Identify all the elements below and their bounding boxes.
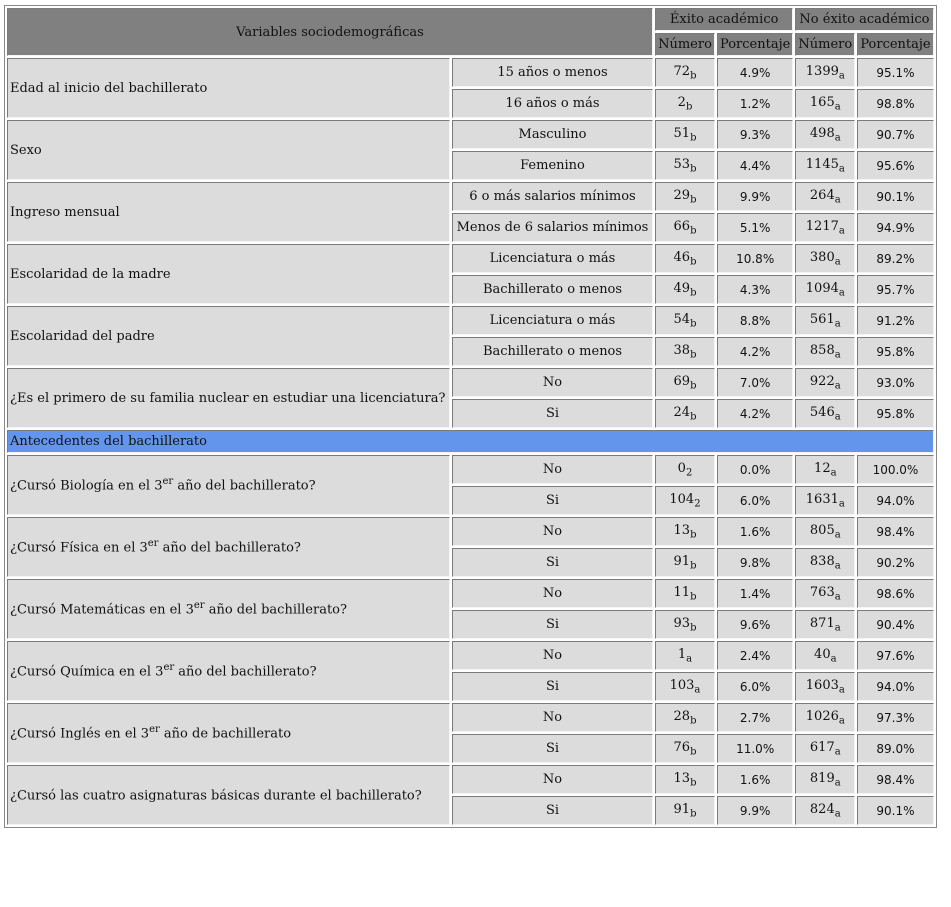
ordinal-suffix: er <box>163 662 175 674</box>
count-value: 13 <box>673 770 691 786</box>
count-cell <box>655 120 715 149</box>
table-row <box>7 120 934 149</box>
count-value: 91 <box>673 801 691 817</box>
table-row <box>7 517 934 546</box>
significance-letter: a <box>834 746 841 758</box>
section-title: Antecedentes del bachillerato <box>7 430 934 453</box>
count-value: 838 <box>809 553 835 569</box>
count-cell <box>655 89 715 118</box>
header-variables: Variables sociodemográficas <box>7 8 653 56</box>
count-cell <box>795 306 855 335</box>
count-cell <box>655 58 715 87</box>
significance-letter: b <box>690 163 697 175</box>
count-value: 49 <box>673 280 691 296</box>
count-value: 93 <box>673 615 691 631</box>
count-cell <box>795 213 855 242</box>
count-value: 24 <box>673 404 691 420</box>
count-cell <box>655 399 715 428</box>
count-cell <box>795 275 855 304</box>
count-value: 561 <box>809 311 835 327</box>
percent-cell: 93.0% <box>857 368 933 397</box>
percent-cell: 89.2% <box>857 244 933 273</box>
count-cell <box>795 672 855 701</box>
count-cell <box>795 151 855 180</box>
significance-letter: a <box>834 560 841 572</box>
count-cell <box>655 796 715 825</box>
category-cell: Si <box>452 734 653 763</box>
header-exito: Éxito académico <box>655 8 793 31</box>
significance-letter: b <box>690 622 697 634</box>
table-row <box>7 368 934 397</box>
count-value: 38 <box>673 342 691 358</box>
significance-letter: a <box>834 411 841 423</box>
count-value: 2 <box>677 94 686 110</box>
count-cell <box>795 610 855 639</box>
count-cell <box>795 486 855 515</box>
percent-cell: 4.2% <box>717 337 793 366</box>
table-row <box>7 765 934 794</box>
category-cell: Menos de 6 salarios mínimos <box>452 213 653 242</box>
table-row <box>7 182 934 211</box>
header-numero-no-exito: Número <box>795 33 855 56</box>
significance-letter: a <box>834 132 841 144</box>
header-numero-exito: Número <box>655 33 715 56</box>
significance-letter: a <box>838 287 845 299</box>
percent-cell: 89.0% <box>857 734 933 763</box>
category-cell: Si <box>452 399 653 428</box>
category-cell: No <box>452 455 653 484</box>
percent-cell: 98.4% <box>857 765 933 794</box>
count-value: 51 <box>673 125 691 141</box>
percent-cell: 98.6% <box>857 579 933 608</box>
count-value: 66 <box>673 218 691 234</box>
percent-cell: 95.6% <box>857 151 933 180</box>
count-cell <box>655 548 715 577</box>
percent-cell: 9.9% <box>717 182 793 211</box>
significance-letter: b <box>690 256 697 268</box>
percent-cell: 4.9% <box>717 58 793 87</box>
significance-letter: 2 <box>694 498 701 510</box>
count-cell <box>795 58 855 87</box>
count-cell <box>655 306 715 335</box>
count-cell <box>655 579 715 608</box>
percent-cell: 0.0% <box>717 455 793 484</box>
percent-cell: 10.8% <box>717 244 793 273</box>
count-cell <box>655 455 715 484</box>
count-value: 72 <box>673 63 691 79</box>
count-cell <box>795 734 855 763</box>
percent-cell: 95.1% <box>857 58 933 87</box>
significance-letter: a <box>834 318 841 330</box>
count-cell <box>655 213 715 242</box>
category-cell: No <box>452 517 653 546</box>
significance-letter: a <box>834 194 841 206</box>
variable-label: Escolaridad del padre <box>7 306 450 366</box>
significance-letter: a <box>838 715 845 727</box>
percent-cell: 94.9% <box>857 213 933 242</box>
percent-cell: 2.4% <box>717 641 793 670</box>
significance-letter: a <box>838 163 845 175</box>
significance-letter: b <box>690 318 697 330</box>
count-value: 1094 <box>805 280 839 296</box>
significance-letter: a <box>838 225 845 237</box>
significance-letter: b <box>690 591 697 603</box>
percent-cell: 9.3% <box>717 120 793 149</box>
header-porcentaje-no-exito: Porcentaje <box>857 33 933 56</box>
count-cell <box>795 548 855 577</box>
percent-cell: 11.0% <box>717 734 793 763</box>
count-cell <box>795 337 855 366</box>
category-cell: Si <box>452 548 653 577</box>
count-cell <box>655 734 715 763</box>
count-value: 858 <box>809 342 835 358</box>
count-value: 546 <box>809 404 835 420</box>
significance-letter: b <box>685 101 693 113</box>
count-cell <box>655 641 715 670</box>
count-value: 819 <box>809 770 835 786</box>
significance-letter: b <box>690 777 697 789</box>
count-value: 805 <box>809 522 835 538</box>
significance-letter: a <box>834 380 841 392</box>
significance-letter: a <box>834 622 841 634</box>
category-cell: Si <box>452 672 653 701</box>
count-cell <box>655 610 715 639</box>
variable-label <box>7 455 450 515</box>
percent-cell: 95.7% <box>857 275 933 304</box>
count-value: 617 <box>809 739 835 755</box>
percent-cell: 1.6% <box>717 765 793 794</box>
significance-letter: b <box>690 132 697 144</box>
count-value: 264 <box>809 187 835 203</box>
significance-letter: a <box>830 653 837 665</box>
percent-cell: 95.8% <box>857 337 933 366</box>
percent-cell: 1.4% <box>717 579 793 608</box>
count-cell <box>795 703 855 732</box>
table-row <box>7 306 934 335</box>
count-cell <box>655 337 715 366</box>
category-cell: Masculino <box>452 120 653 149</box>
significance-letter: b <box>690 715 697 727</box>
category-cell: Femenino <box>452 151 653 180</box>
question-text: ¿Cursó Química en el 3 <box>10 664 164 680</box>
count-cell <box>655 517 715 546</box>
count-value: 11 <box>673 584 691 600</box>
header-no-exito: No éxito académico <box>795 8 933 31</box>
category-cell: 15 años o menos <box>452 58 653 87</box>
percent-cell: 9.8% <box>717 548 793 577</box>
significance-letter: a <box>838 70 845 82</box>
count-value: 13 <box>673 522 691 538</box>
count-value: 871 <box>809 615 835 631</box>
percent-cell: 90.1% <box>857 182 933 211</box>
count-value: 0 <box>677 460 686 476</box>
significance-letter: b <box>690 560 697 572</box>
count-cell <box>655 486 715 515</box>
count-value: 28 <box>673 708 691 724</box>
significance-letter: b <box>690 411 697 423</box>
table-row <box>7 579 934 608</box>
significance-letter: b <box>690 194 697 206</box>
percent-cell: 90.7% <box>857 120 933 149</box>
significance-letter: a <box>834 256 841 268</box>
significance-letter: a <box>686 653 693 665</box>
variable-label <box>7 703 450 763</box>
ordinal-suffix: er <box>162 476 174 488</box>
significance-letter: b <box>690 380 697 392</box>
question-text: ¿Cursó Física en el 3 <box>10 540 148 556</box>
header-row-1 <box>7 8 934 31</box>
percent-cell: 2.7% <box>717 703 793 732</box>
count-value: 1 <box>677 646 687 662</box>
count-cell <box>795 244 855 273</box>
variable-label <box>7 641 450 701</box>
count-value: 1026 <box>805 708 839 724</box>
significance-letter: b <box>690 225 697 237</box>
variable-label: Ingreso mensual <box>7 182 450 242</box>
significance-letter: b <box>690 70 697 82</box>
count-cell <box>795 455 855 484</box>
category-cell: Bachillerato o menos <box>452 337 653 366</box>
ordinal-suffix: er <box>147 538 159 550</box>
variable-label: Sexo <box>7 120 450 180</box>
count-cell <box>655 368 715 397</box>
category-cell: Licenciatura o más <box>452 306 653 335</box>
significance-letter: b <box>690 349 697 361</box>
category-cell: Licenciatura o más <box>452 244 653 273</box>
count-value: 29 <box>673 187 691 203</box>
variable-label <box>7 579 450 639</box>
significance-letter: a <box>834 529 841 541</box>
percent-cell: 100.0% <box>857 455 933 484</box>
variable-label: Edad al inicio del bachillerato <box>7 58 450 118</box>
count-value: 1145 <box>805 156 839 172</box>
significance-letter: b <box>690 808 697 820</box>
percent-cell: 9.9% <box>717 796 793 825</box>
count-value: 103 <box>669 677 695 693</box>
count-cell <box>795 579 855 608</box>
variable-label <box>7 765 450 825</box>
category-cell: No <box>452 703 653 732</box>
category-cell: 16 años o más <box>452 89 653 118</box>
ordinal-suffix: er <box>149 724 160 736</box>
percent-cell: 4.4% <box>717 151 793 180</box>
percent-cell: 94.0% <box>857 486 933 515</box>
count-cell <box>655 765 715 794</box>
category-cell: Si <box>452 486 653 515</box>
count-cell <box>795 368 855 397</box>
significance-letter: a <box>830 467 837 479</box>
count-cell <box>795 517 855 546</box>
variable-label: ¿Es el primero de su familia nuclear en estudiar una licenciatura? <box>7 368 450 428</box>
results-table <box>4 5 937 828</box>
question-text-end: año de bachillerato <box>159 726 292 742</box>
count-cell <box>795 89 855 118</box>
percent-cell: 6.0% <box>717 672 793 701</box>
count-cell <box>795 120 855 149</box>
table-row <box>7 455 934 484</box>
question-text: ¿Cursó Matemáticas en el 3 <box>10 602 194 618</box>
count-value: 763 <box>809 584 835 600</box>
significance-letter: a <box>834 777 841 789</box>
percent-cell: 90.2% <box>857 548 933 577</box>
question-text: ¿Cursó Inglés en el 3 <box>10 726 150 742</box>
count-value: 1399 <box>805 63 839 79</box>
percent-cell: 7.0% <box>717 368 793 397</box>
percent-cell: 5.1% <box>717 213 793 242</box>
category-cell: No <box>452 765 653 794</box>
count-cell <box>655 244 715 273</box>
variable-label: Escolaridad de la madre <box>7 244 450 304</box>
category-cell: No <box>452 641 653 670</box>
significance-letter: a <box>694 684 701 696</box>
count-cell <box>795 399 855 428</box>
count-value: 165 <box>809 94 835 110</box>
count-cell <box>655 672 715 701</box>
significance-letter: a <box>834 349 841 361</box>
table-row <box>7 703 934 732</box>
significance-letter: a <box>834 101 841 113</box>
category-cell: Bachillerato o menos <box>452 275 653 304</box>
count-value: 1603 <box>805 677 839 693</box>
count-value: 1217 <box>805 218 839 234</box>
category-cell: Si <box>452 610 653 639</box>
significance-letter: a <box>834 808 841 820</box>
percent-cell: 97.6% <box>857 641 933 670</box>
count-value: 922 <box>809 373 835 389</box>
count-cell <box>795 182 855 211</box>
count-cell <box>795 641 855 670</box>
significance-letter: 2 <box>685 467 693 479</box>
count-cell <box>655 703 715 732</box>
percent-cell: 90.4% <box>857 610 933 639</box>
count-cell <box>655 151 715 180</box>
count-value: 46 <box>673 249 691 265</box>
percent-cell: 98.8% <box>857 89 933 118</box>
percent-cell: 90.1% <box>857 796 933 825</box>
percent-cell: 4.2% <box>717 399 793 428</box>
percent-cell: 91.2% <box>857 306 933 335</box>
percent-cell: 6.0% <box>717 486 793 515</box>
percent-cell: 97.3% <box>857 703 933 732</box>
significance-letter: a <box>838 684 845 696</box>
question-text-end: año del bachillerato? <box>158 540 301 556</box>
question-text-end: año del bachillerato? <box>204 602 347 618</box>
count-value: 69 <box>673 373 691 389</box>
significance-letter: b <box>690 287 697 299</box>
percent-cell: 94.0% <box>857 672 933 701</box>
count-value: 76 <box>673 739 691 755</box>
significance-letter: b <box>690 746 697 758</box>
count-value: 1631 <box>805 491 839 507</box>
count-cell <box>655 182 715 211</box>
table-row <box>7 641 934 670</box>
significance-letter: b <box>690 529 697 541</box>
table-row <box>7 58 934 87</box>
percent-cell: 95.8% <box>857 399 933 428</box>
percent-cell: 8.8% <box>717 306 793 335</box>
count-value: 91 <box>673 553 691 569</box>
count-value: 380 <box>809 249 835 265</box>
question-text-end: año del bachillerato? <box>173 478 316 494</box>
percent-cell: 4.3% <box>717 275 793 304</box>
count-value: 824 <box>809 801 835 817</box>
category-cell: No <box>452 368 653 397</box>
question-text: ¿Cursó las cuatro asignaturas básicas durante el bachillerato? <box>10 788 422 804</box>
count-value: 53 <box>673 156 691 172</box>
percent-cell: 98.4% <box>857 517 933 546</box>
percent-cell: 1.2% <box>717 89 793 118</box>
significance-letter: a <box>838 498 845 510</box>
ordinal-suffix: er <box>193 600 205 612</box>
count-value: 498 <box>809 125 835 141</box>
category-cell: Si <box>452 796 653 825</box>
question-text-end: año del bachillerato? <box>174 664 317 680</box>
count-value: 54 <box>673 311 691 327</box>
category-cell: 6 o más salarios mínimos <box>452 182 653 211</box>
count-cell <box>795 796 855 825</box>
count-cell <box>795 765 855 794</box>
significance-letter: a <box>834 591 841 603</box>
section-row <box>7 430 934 453</box>
table-row <box>7 244 934 273</box>
count-value: 104 <box>669 491 695 507</box>
category-cell: No <box>452 579 653 608</box>
percent-cell: 9.6% <box>717 610 793 639</box>
header-porcentaje-exito: Porcentaje <box>717 33 793 56</box>
count-cell <box>655 275 715 304</box>
variable-label <box>7 517 450 577</box>
count-value: 12 <box>814 460 831 476</box>
question-text: ¿Cursó Biología en el 3 <box>10 478 163 494</box>
percent-cell: 1.6% <box>717 517 793 546</box>
count-value: 40 <box>814 646 831 662</box>
